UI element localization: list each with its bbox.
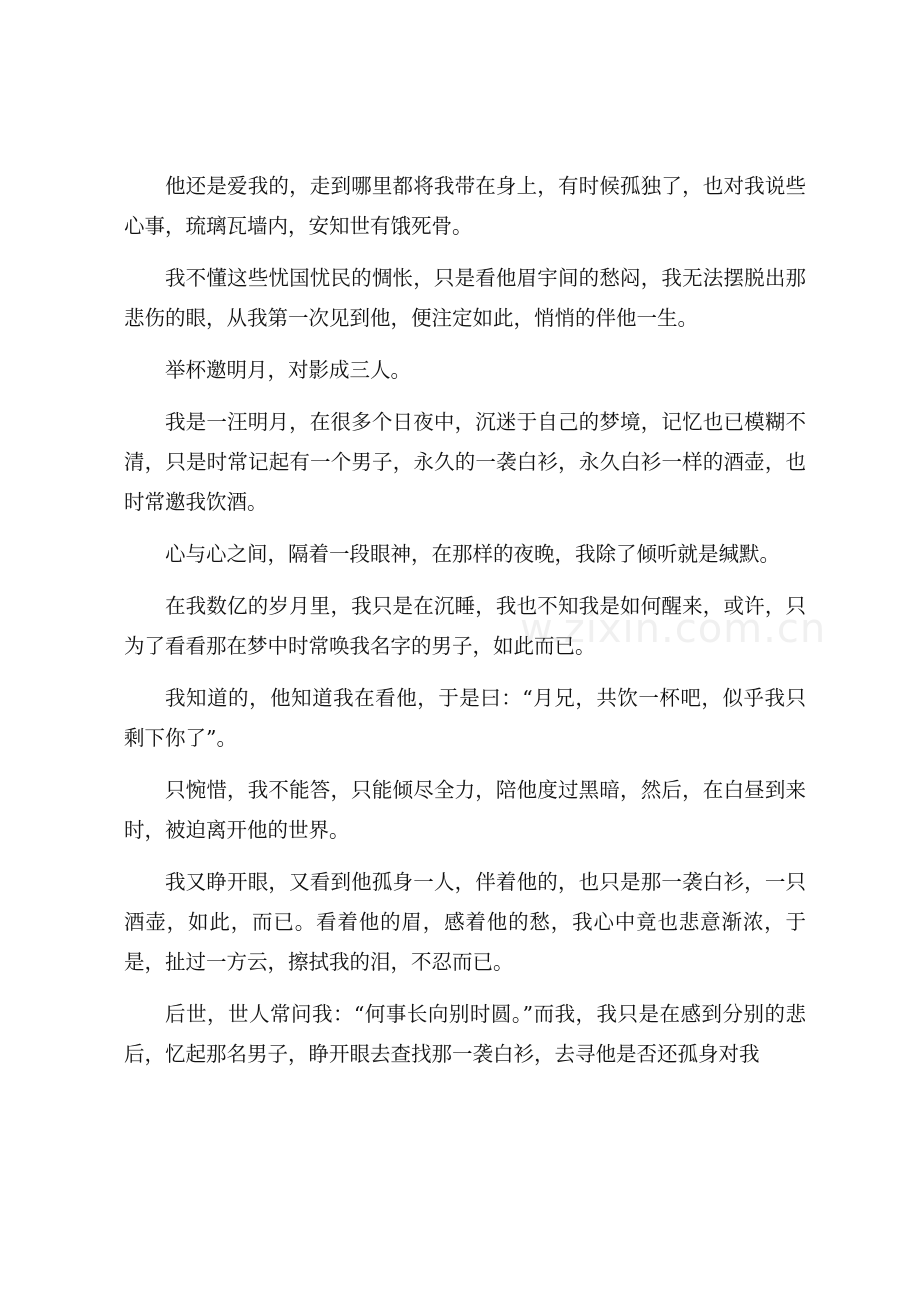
watermark: w.zixin.com.cn: [520, 606, 827, 652]
paragraph-4: 我是一汪明月，在很多个日夜中，沉迷于自己的梦境，记忆也已模糊不清，只是时常记起有一个男子，永久的一袭白衫，永久白衫一样的酒壶，也时常邀我饮酒。: [124, 410, 806, 514]
paragraph-9: 我又睁开眼，又看到他孤身一人，伴着他的，也只是那一袭白衫，一只酒壶，如此，而已。看着他的眉，感着他的愁，我心中竟也悲意渐浓，于是，扯过一方云，擦拭我的泪，不忍而已。: [124, 870, 806, 974]
paragraph-6: 在我数亿的岁月里，我只是在沉睡，我也不知我是如何醒来，或许，只为了看看那在梦中时常唤我名字的男子，如此而已。: [124, 594, 806, 658]
paragraph-5: 心与心之间，隔着一段眼神，在那样的夜晚，我除了倾听就是缄默。: [165, 542, 780, 566]
paragraph-2: 我不懂这些忧国忧民的惆怅，只是看他眉宇间的愁闷，我无法摆脱出那悲伤的眼，从我第一次见到他，便注定如此，悄悄的伴他一生。: [124, 266, 806, 330]
paragraph-7: 我知道的，他知道我在看他，于是曰：“月兄，共饮一杯吧，似乎我只剩下你了”。: [124, 686, 806, 750]
paragraph-1: 他还是爱我的，走到哪里都将我带在身上，有时候孤独了，也对我说些心事，琉璃瓦墙内，安知世有饿死骨。: [124, 174, 806, 238]
paragraph-3: 举杯邀明月，对影成三人。: [165, 358, 411, 382]
paragraph-10: 后世，世人常问我：“何事长向别时圆。”而我，我只是在感到分别的悲后，忆起那名男子，睁开眼去查找那一袭白衫，去寻他是否还孤身对我: [124, 1002, 806, 1066]
paragraph-8: 只惋惜，我不能答，只能倾尽全力，陪他度过黑暗，然后，在白昼到来时，被迫离开他的世界。: [124, 778, 806, 842]
document-body: [124, 166, 806, 1086]
